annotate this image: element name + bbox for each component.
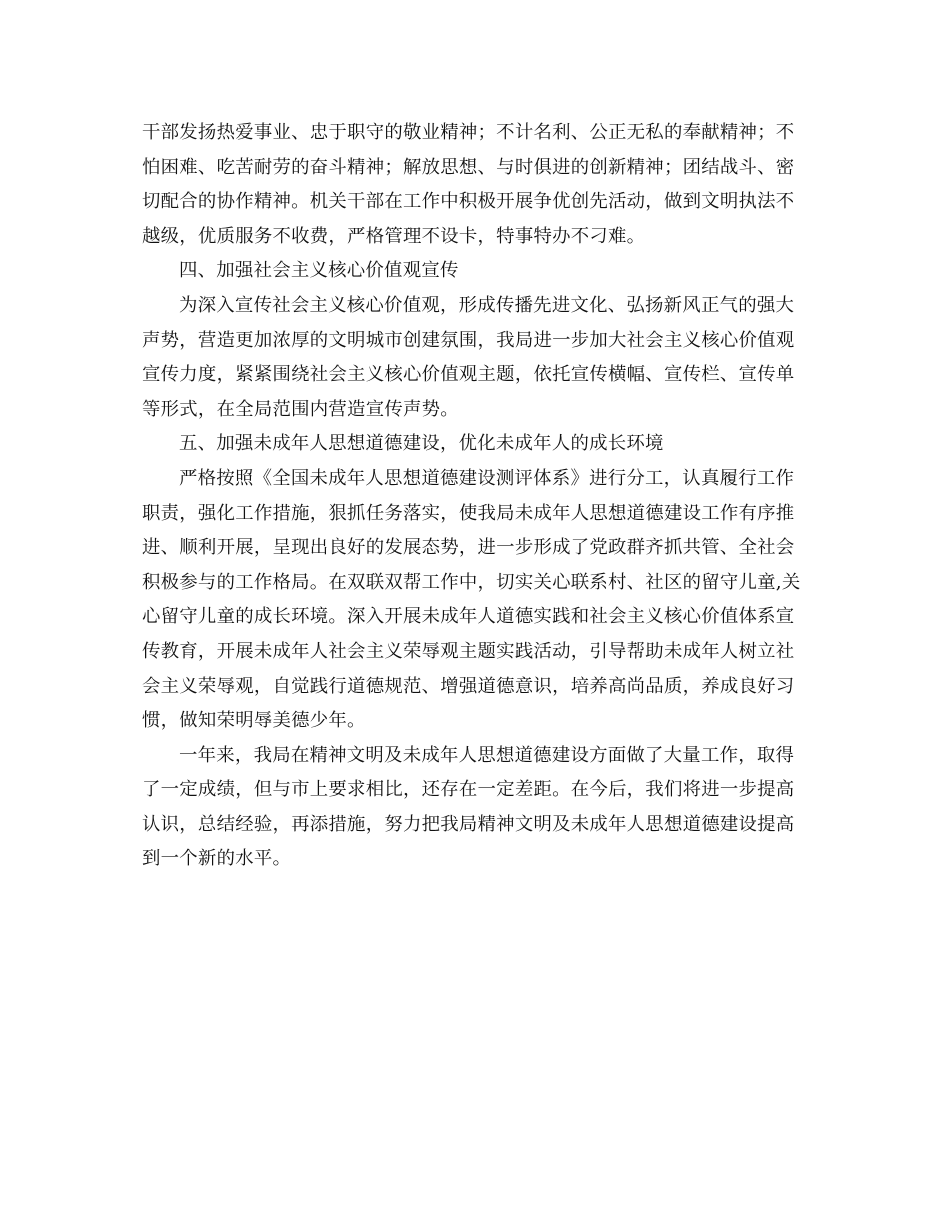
text-line: 严格按照《全国未成年人思想道德建设测评体系》进行分工，认真履行工作 [179, 467, 795, 489]
text-line: 切配合的协作精神。机关干部在工作中积极开展争优创先活动，做到文明执法不 [142, 191, 795, 213]
text-line: 宣传力度，紧紧围绕社会主义核心价值观主题，依托宣传横幅、宣传栏、宣传单 [142, 364, 795, 386]
text-line: 进、顺利开展，呈现出良好的发展态势，进一步形成了党政群齐抓共管、全社会 [142, 537, 795, 559]
text-line: 会主义荣辱观，自觉践行道德规范、增强道德意识，培养高尚品质，养成良好习 [142, 675, 795, 697]
text-line: 声势，营造更加浓厚的文明城市创建氛围，我局进一步加大社会主义核心价值观 [142, 329, 795, 351]
section-heading: 五、加强未成年人思想道德建设，优化未成年人的成长环境 [179, 433, 664, 455]
text-line: 心留守儿童的成长环境。深入开展未成年人道德实践和社会主义核心价值体系宣 [142, 606, 795, 628]
text-line: 一年来，我局在精神文明及未成年人思想道德建设方面做了大量工作，取得 [179, 744, 795, 766]
text-line: 到一个新的水平。 [142, 848, 292, 870]
text-line: 越级，优质服务不收费，严格管理不设卡，特事特办不刁难。 [142, 225, 646, 247]
text-line: 等形式，在全局范围内营造宣传声势。 [142, 398, 459, 420]
text-line: 为深入宣传社会主义核心价值观，形成传播先进文化、弘扬新风正气的强大 [179, 294, 795, 316]
document-body [142, 116, 810, 877]
text-line: 传教育，开展未成年人社会主义荣辱观主题实践活动，引导帮助未成年人树立社 [142, 640, 795, 662]
text-line: 了一定成绩，但与市上要求相比，还存在一定差距。在今后，我们将进一步提高 [142, 779, 795, 801]
text-line: 职责，强化工作措施，狠抓任务落实，使我局未成年人思想道德建设工作有序推 [142, 502, 795, 524]
section-heading: 四、加强社会主义核心价值观宣传 [179, 260, 459, 282]
text-line: 惯，做知荣明辱美德少年。 [142, 710, 366, 732]
text-line: 认识，总结经验，再添措施，努力把我局精神文明及未成年人思想道德建设提高 [142, 813, 795, 835]
text-line: 干部发扬热爱事业、忠于职守的敬业精神；不计名利、公正无私的奉献精神；不 [142, 122, 795, 143]
text-line: 积极参与的工作格局。在双联双帮工作中，切实关心联系村、社区的留守儿童,关 [142, 571, 801, 593]
text-line: 怕困难、吃苦耐劳的奋斗精神；解放思想、与时俱进的创新精神；团结战斗、密 [142, 156, 795, 178]
